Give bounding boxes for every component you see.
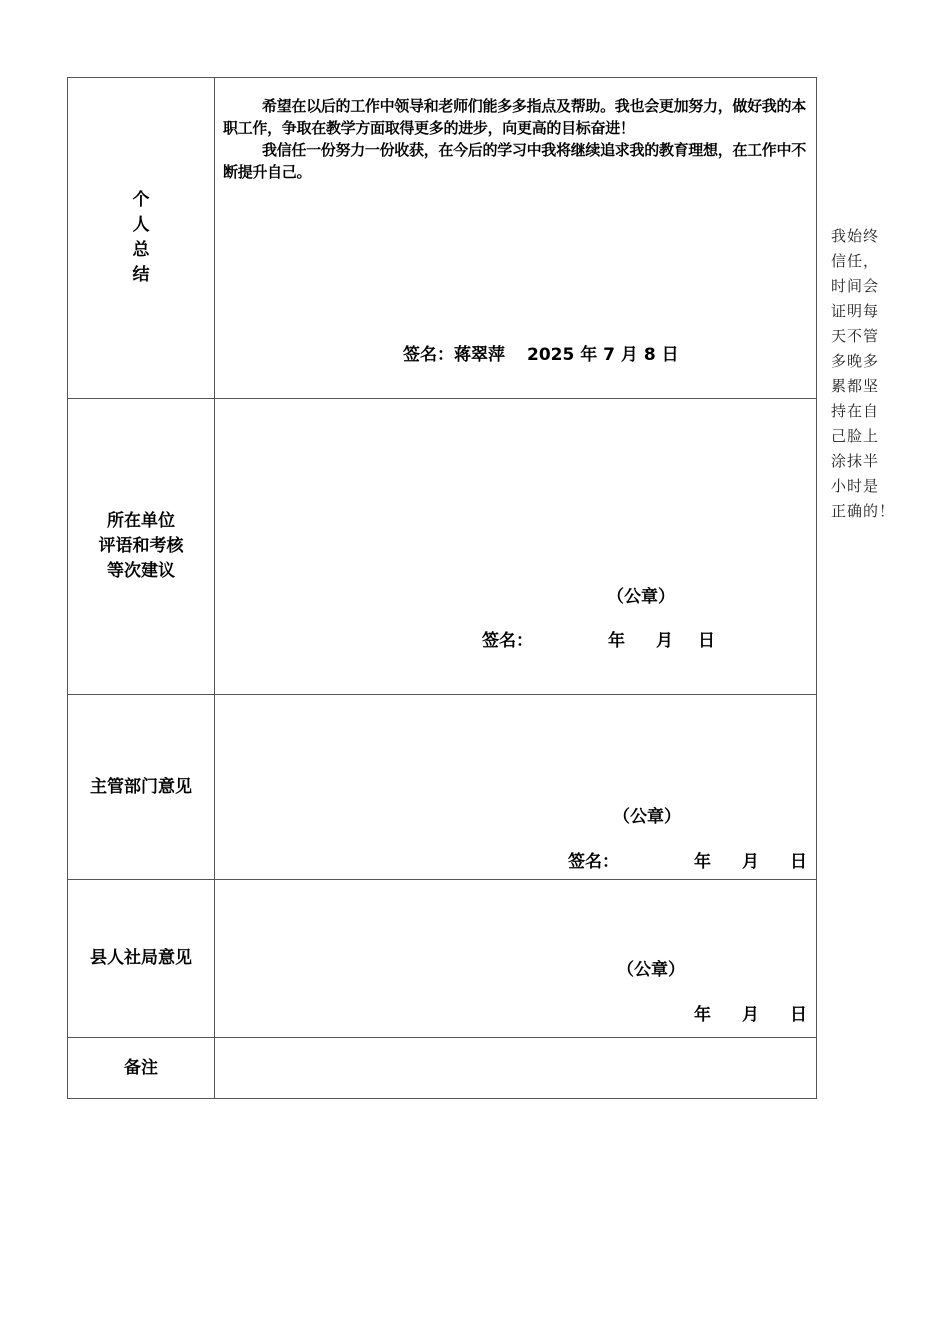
bureau-day: 日: [790, 1005, 807, 1025]
label-char: 结: [132, 265, 150, 285]
remarks-content: [215, 1038, 817, 1099]
unit-year: 年: [608, 631, 625, 651]
signature-label: 签名：: [403, 345, 454, 365]
side-note-line: 多晚多: [831, 352, 880, 370]
department-day: 日: [790, 852, 807, 872]
label-department-opinion: 主管部门意见: [68, 695, 215, 880]
side-note-line: 持在自: [831, 402, 880, 420]
label-line: 等次建议: [107, 561, 175, 581]
department-month: 月: [742, 852, 759, 872]
summary-paragraph-1: 希望在以后的工作中领导和老师们能多多指点及帮助。我也会更加努力，做好我的本职工作，争取在教学方面取得更多的进步，向更高的目标奋进！: [223, 97, 806, 137]
summary-paragraph-2: 我信任一份努力一份收获，在今后的学习中我将继续追求我的教育理想，在工作中不断提升自己。: [223, 141, 806, 181]
side-note-line: 正确的！: [831, 502, 896, 520]
signature-name: 蒋翠萍: [454, 345, 505, 365]
side-note-line: 累都坚: [831, 377, 880, 395]
label-char: 总: [132, 240, 150, 260]
side-note-line: 我始终: [831, 227, 880, 245]
label-char: 人: [132, 215, 150, 235]
label-bureau-opinion: 县人社局意见: [68, 880, 215, 1038]
label-personal-summary: [68, 78, 215, 399]
side-note-line: 天不管: [831, 327, 880, 345]
row-remarks: [68, 1038, 817, 1099]
row-bureau-opinion: [68, 880, 817, 1038]
label-unit-evaluation: [68, 399, 215, 695]
label-char: 个: [132, 190, 150, 210]
side-note-line: 小时是: [831, 477, 880, 495]
unit-month: 月: [656, 631, 673, 651]
department-year: 年: [694, 852, 711, 872]
unit-seal: （公章）: [607, 587, 675, 607]
side-note: [831, 224, 895, 524]
unit-evaluation-content: [215, 399, 817, 695]
unit-signature-label: 签名：: [482, 631, 533, 651]
department-signature-label: 签名：: [568, 852, 619, 872]
department-seal: （公章）: [613, 807, 681, 827]
signature-date: 2025 年 7 月 8 日: [527, 345, 679, 365]
bureau-opinion-content: [215, 880, 817, 1038]
personal-summary-content: [215, 78, 817, 399]
row-unit-evaluation: [68, 399, 817, 695]
label-line: 所在单位: [107, 511, 175, 531]
summary-signature: [403, 340, 679, 365]
side-note-line: 信任，: [831, 252, 880, 270]
side-note-line: 证明每: [831, 302, 880, 320]
bureau-year: 年: [694, 1005, 711, 1025]
bureau-month: 月: [742, 1005, 759, 1025]
department-opinion-content: [215, 695, 817, 880]
row-department-opinion: [68, 695, 817, 880]
side-note-line: 己脸上: [831, 427, 880, 445]
unit-day: 日: [698, 631, 715, 651]
side-note-line: 涂抹半: [831, 452, 880, 470]
label-line: 评语和考核: [98, 536, 184, 556]
label-remarks: 备注: [68, 1038, 215, 1099]
bureau-seal: （公章）: [617, 960, 685, 980]
row-personal-summary: [68, 78, 817, 399]
side-note-line: 时间会: [831, 277, 880, 295]
evaluation-form-table: [67, 77, 817, 1099]
